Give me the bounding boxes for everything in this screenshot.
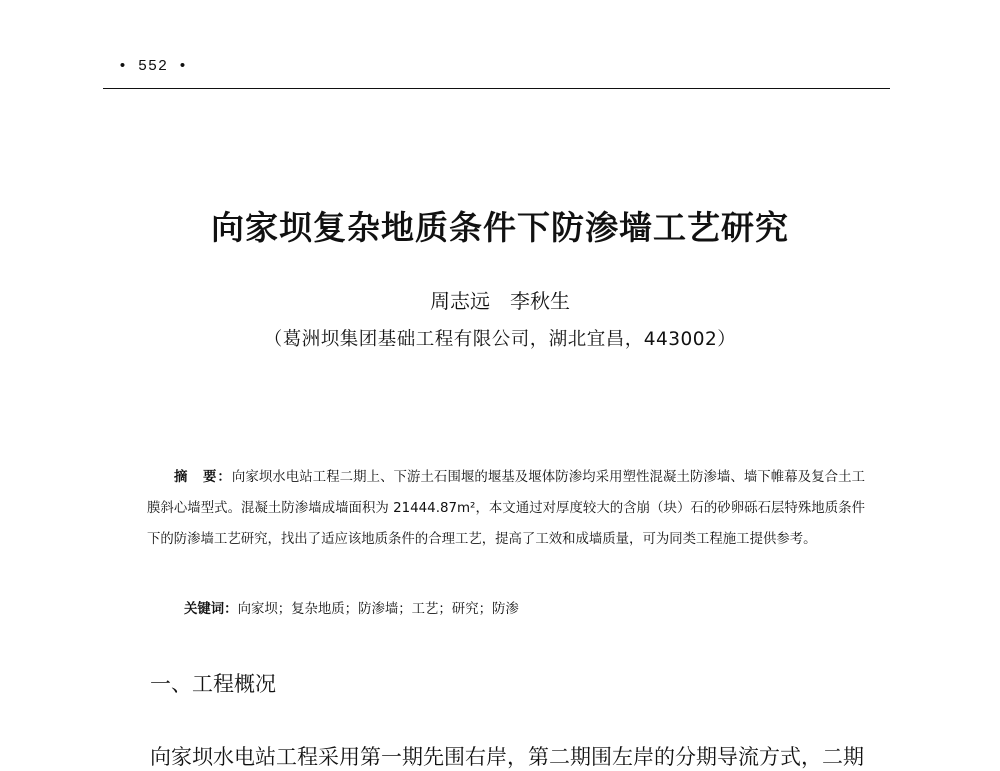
keywords-text: 向家坝；复杂地质；防渗墙；工艺；研究；防渗 xyxy=(237,602,519,617)
abstract-label: 摘 要： xyxy=(174,470,232,485)
page-number: • 552 • xyxy=(118,58,189,75)
section-heading: 一、工程概况 xyxy=(150,672,276,696)
abstract-text: 向家坝水电站工程二期上、下游土石围堰的堰基及堰体防渗均采用塑性混凝土防渗墙、墙下帷幕及复合土工膜斜心墙型式。混凝土防渗墙成墙面积为 21444.87m²，本文通过对厚度较大的含崩（块）石的砂卵砾石层特殊地质条件下的防渗墙工艺研究，找出了适应该地质条件的合理工艺，提高了工效和成墙质量，可为同类工程施工提供参考。 xyxy=(147,470,865,547)
abstract-paragraph xyxy=(147,462,865,555)
paper-affiliation: （葛洲坝集团基础工程有限公司，湖北宜昌，443002） xyxy=(263,329,737,350)
keywords xyxy=(184,594,864,625)
abstract xyxy=(147,462,865,555)
body-text-first-line: 向家坝水电站工程采用第一期先围右岸，第二期围左岸的分期导流方式，二期 xyxy=(150,745,864,769)
paper-authors: 周志远 李秋生 xyxy=(430,289,570,313)
header-rule xyxy=(103,88,890,89)
keywords-label: 关键词： xyxy=(184,602,238,617)
paper-title: 向家坝复杂地质条件下防渗墙工艺研究 xyxy=(211,208,789,247)
